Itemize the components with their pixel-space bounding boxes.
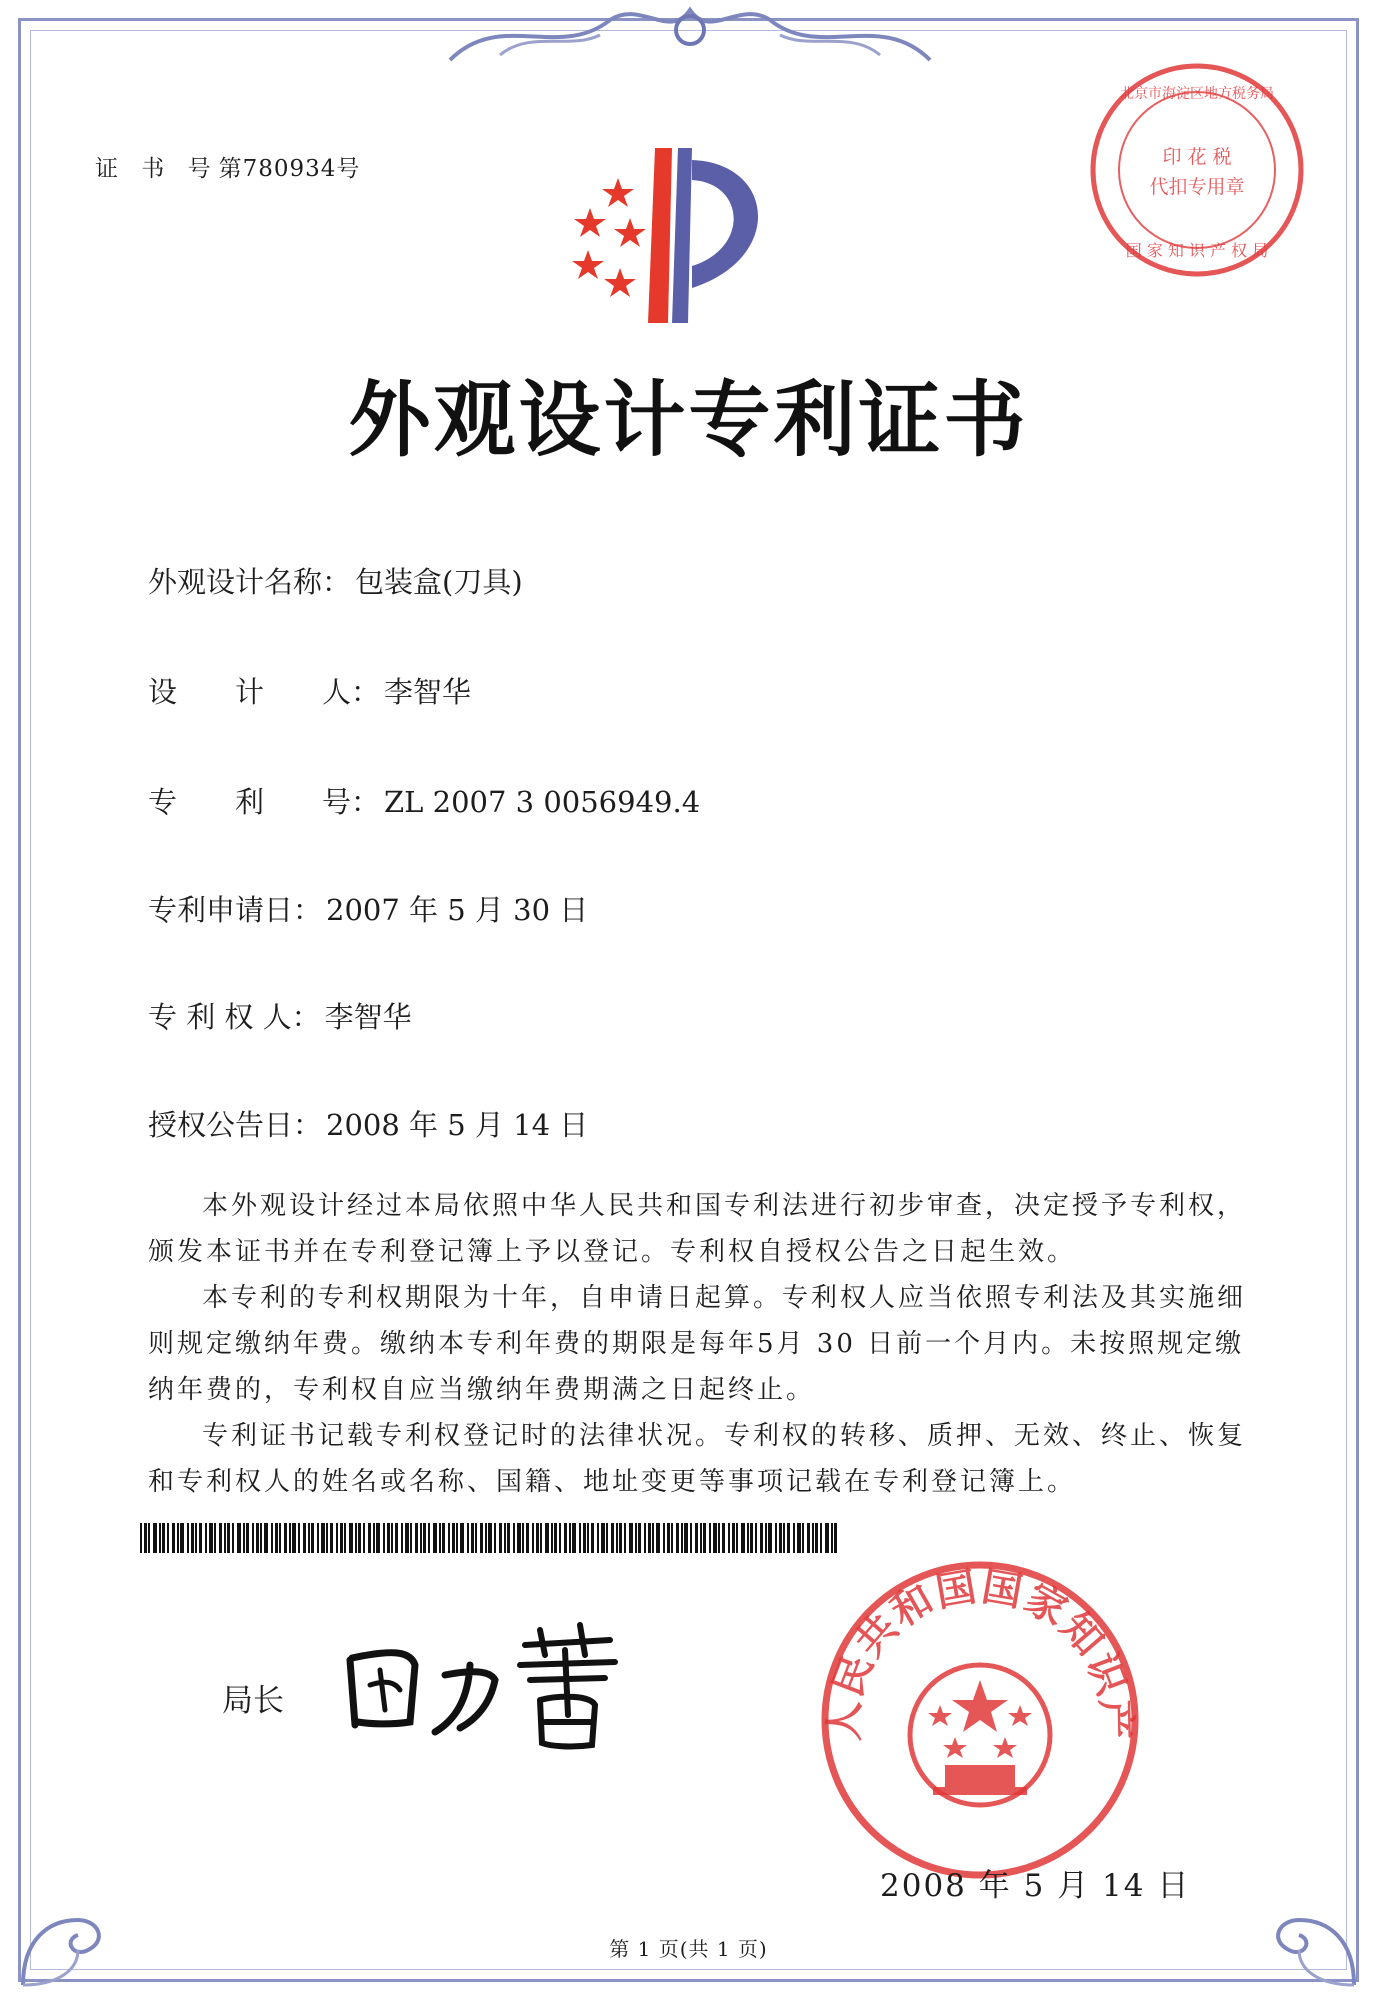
- barcode-bar: [629, 1523, 633, 1553]
- barcode-bar: [559, 1523, 561, 1553]
- barcode-bar: [667, 1523, 670, 1553]
- barcode-bar: [644, 1523, 646, 1553]
- barcode-bar: [271, 1523, 273, 1553]
- sipo-official-seal: [815, 1555, 1145, 1885]
- barcode-bar: [635, 1523, 637, 1553]
- barcode-bar: [243, 1523, 245, 1553]
- field-designer: [148, 670, 471, 711]
- barcode-bar: [681, 1523, 683, 1553]
- svg-text:印 花 税: 印 花 税: [1162, 146, 1232, 168]
- barcode-bar: [587, 1523, 589, 1553]
- body-paragraph-1: 本外观设计经过本局依照中华人民共和国专利法进行初步审查，决定授予专利权，颁发本证书并在专利登记簿上予以登记。专利权自授权公告之日起生效。: [148, 1191, 1247, 1267]
- barcode-bar: [279, 1523, 281, 1553]
- barcode-bar: [787, 1523, 790, 1553]
- barcode-bar: [750, 1523, 753, 1553]
- barcode-bar: [401, 1523, 403, 1553]
- barcode-bar: [690, 1523, 692, 1553]
- barcode-bar: [471, 1523, 474, 1553]
- barcode-bar: [601, 1523, 605, 1553]
- barcode-bar: [405, 1523, 409, 1553]
- barcode-bar: [504, 1523, 506, 1553]
- field-value: 2007 年 5 月 30 日: [326, 893, 589, 927]
- page-number: 第 1 页(共 1 页): [609, 1937, 768, 1961]
- barcode-bar: [765, 1523, 767, 1553]
- barcode-bar: [663, 1523, 665, 1553]
- barcode-bar: [741, 1523, 745, 1553]
- certificate-title: 外观设计专利证书: [348, 372, 1029, 468]
- barcode-bar: [485, 1523, 487, 1553]
- barcode-bar: [569, 1523, 571, 1553]
- seal-text: 人民共和国国家知识产: [820, 1562, 1140, 1742]
- barcode-bar: [638, 1523, 641, 1553]
- barcode-bar: [420, 1523, 422, 1553]
- certificate-number-value: 第780934号: [218, 156, 361, 182]
- barcode-bar: [545, 1523, 549, 1553]
- field-label: 外观设计名称：: [148, 565, 352, 599]
- barcode-bar: [517, 1523, 521, 1553]
- barcode-bar: [410, 1523, 412, 1553]
- barcode-bar: [317, 1523, 319, 1553]
- barcode-bar: [303, 1523, 306, 1553]
- barcode-bar: [292, 1523, 296, 1553]
- field-value: ZL 2007 3 0056949.4: [384, 785, 701, 819]
- field-patent-number: [148, 780, 700, 821]
- barcode-bar: [656, 1523, 660, 1553]
- barcode-bar: [456, 1523, 458, 1553]
- barcode-bar: [695, 1523, 698, 1553]
- barcode-bar: [191, 1523, 194, 1553]
- barcode-bar: [760, 1523, 763, 1553]
- tax-stamp-seal: [1085, 58, 1310, 283]
- barcode-bar: [275, 1523, 278, 1553]
- barcode-bar: [180, 1523, 184, 1553]
- barcode-bar: [579, 1523, 581, 1553]
- barcode-bar: [442, 1523, 445, 1553]
- barcode-bar: [227, 1523, 230, 1553]
- certificate-number-label: 证 书 号: [95, 156, 219, 182]
- barcode-bar: [264, 1523, 268, 1553]
- barcode-bar: [383, 1523, 385, 1553]
- barcode-bar: [522, 1523, 524, 1553]
- svg-text:北京市海淀区地方税务局: 北京市海淀区地方税务局: [1120, 86, 1274, 102]
- barcode-bar: [526, 1523, 529, 1553]
- barcode-bar: [153, 1523, 157, 1553]
- barcode-bar: [825, 1523, 829, 1553]
- barcode-bar: [616, 1523, 618, 1553]
- barcode-bar: [648, 1523, 651, 1553]
- barcode-bar: [671, 1523, 673, 1553]
- barcode-bar: [591, 1523, 594, 1553]
- barcode-bar: [209, 1523, 213, 1553]
- barcode-bar: [736, 1523, 738, 1553]
- barcode-bar: [387, 1523, 390, 1553]
- barcode-bar: [488, 1523, 492, 1553]
- barcode-bar: [783, 1523, 785, 1553]
- barcode-bar: [214, 1523, 216, 1553]
- barcode-bar: [779, 1523, 782, 1553]
- top-ornament: [440, 0, 940, 70]
- field-value: 2008 年 5 月 14 日: [326, 1108, 589, 1142]
- field-label: 专利申请日：: [148, 893, 323, 927]
- barcode-bar: [728, 1523, 730, 1553]
- barcode-bar: [162, 1523, 165, 1553]
- field-value: 李智华: [384, 675, 472, 709]
- barcode-bar: [219, 1523, 222, 1553]
- field-patentee: [148, 995, 412, 1036]
- barcode-bar: [797, 1523, 801, 1553]
- barcode-bar: [475, 1523, 477, 1553]
- svg-text:国 家 知 识 产 权 局: 国 家 知 识 产 权 局: [1125, 241, 1269, 260]
- barcode-bar: [308, 1523, 310, 1553]
- barcode-bar: [256, 1523, 259, 1553]
- barcode-bar: [344, 1523, 346, 1553]
- barcode-bar: [355, 1523, 357, 1553]
- barcode-bar: [713, 1523, 717, 1553]
- barcode-bar: [703, 1523, 706, 1553]
- barcode-bar: [572, 1523, 576, 1553]
- barcode-bar: [536, 1523, 539, 1553]
- barcode-bar: [507, 1523, 510, 1553]
- barcode-bar: [815, 1523, 818, 1553]
- barcode-bar: [532, 1523, 534, 1553]
- barcode-bar: [747, 1523, 749, 1553]
- barcode-bar: [373, 1523, 375, 1553]
- barcode-bar: [340, 1523, 343, 1553]
- barcode-bar: [619, 1523, 622, 1553]
- barcode-bar: [363, 1523, 365, 1553]
- sipo-logo: [560, 138, 800, 333]
- barcode-bar: [448, 1523, 450, 1553]
- barcode-bar: [252, 1523, 254, 1553]
- barcode-bar: [551, 1523, 553, 1553]
- barcode-bar: [326, 1523, 328, 1553]
- barcode-bar: [284, 1523, 287, 1553]
- barcode-bar: [395, 1523, 398, 1553]
- barcode-bar: [439, 1523, 441, 1553]
- field-label: 授权公告日：: [148, 1108, 323, 1142]
- barcode-bar: [349, 1523, 353, 1553]
- barcode-bar: [311, 1523, 314, 1553]
- issue-date: 2008 年 5 月 14 日: [880, 1868, 1191, 1904]
- body-paragraph-2: 本专利的专利权期限为十年，自申请日起算。专利权人应当依照专利法及其实施细则规定缴纳年费。缴纳本专利年费的期限是每年5月 30 日前一个月内。未按照规定缴纳年费的，专利权自应当缴纳年费期满之日起终止。: [148, 1283, 1247, 1405]
- barcode-bar: [260, 1523, 262, 1553]
- barcode-bar: [494, 1523, 496, 1553]
- field-label: 专 利 号：: [148, 785, 381, 819]
- svg-text:代扣专用章: 代扣专用章: [1149, 176, 1245, 198]
- certificate-body: [148, 1183, 1248, 1505]
- field-label: 专 利 权 人：: [148, 1000, 321, 1034]
- barcode-bar: [802, 1523, 804, 1553]
- chief-label: 局长: [222, 1683, 284, 1719]
- field-grant-date: [148, 1103, 588, 1144]
- barcode-bar: [700, 1523, 702, 1553]
- barcode-bar: [289, 1523, 291, 1553]
- barcode-bar: [732, 1523, 735, 1553]
- barcode-bar: [831, 1523, 833, 1553]
- barcode-bar: [834, 1523, 837, 1553]
- barcode-bar: [195, 1523, 197, 1553]
- barcode-bar: [376, 1523, 380, 1553]
- field-label: 设 计 人：: [148, 675, 381, 709]
- barcode-bar: [611, 1523, 614, 1553]
- barcode: [140, 1523, 840, 1553]
- barcode-bar: [709, 1523, 711, 1553]
- barcode-bar: [820, 1523, 822, 1553]
- barcode-bar: [564, 1523, 567, 1553]
- field-value: 包装盒(刀具): [355, 565, 523, 599]
- barcode-bar: [172, 1523, 175, 1553]
- barcode-bar: [583, 1523, 586, 1553]
- barcode-bar: [676, 1523, 679, 1553]
- barcode-bar: [177, 1523, 179, 1553]
- barcode-bar: [148, 1523, 150, 1553]
- director-signature: [330, 1610, 630, 1760]
- barcode-bar: [768, 1523, 772, 1553]
- barcode-bar: [554, 1523, 557, 1553]
- barcode-bar: [423, 1523, 426, 1553]
- barcode-bar: [415, 1523, 418, 1553]
- barcode-bar: [684, 1523, 688, 1553]
- barcode-bar: [144, 1523, 147, 1553]
- barcode-bar: [452, 1523, 455, 1553]
- barcode-bar: [807, 1523, 810, 1553]
- barcode-bar: [140, 1523, 142, 1553]
- barcode-bar: [205, 1523, 207, 1553]
- barcode-bar: [298, 1523, 300, 1553]
- barcode-bar: [187, 1523, 189, 1553]
- barcode-bar: [812, 1523, 814, 1553]
- barcode-bar: [232, 1523, 234, 1553]
- barcode-bar: [321, 1523, 325, 1553]
- barcode-bar: [167, 1523, 169, 1553]
- barcode-bar: [368, 1523, 371, 1553]
- barcode-bar: [597, 1523, 599, 1553]
- barcode-bar: [433, 1523, 437, 1553]
- barcode-bar: [793, 1523, 795, 1553]
- certificate-number: [95, 150, 360, 183]
- barcode-bar: [775, 1523, 777, 1553]
- barcode-bar: [237, 1523, 241, 1553]
- barcode-bar: [199, 1523, 202, 1553]
- barcode-bar: [460, 1523, 464, 1553]
- barcode-bar: [499, 1523, 502, 1553]
- barcode-bar: [722, 1523, 725, 1553]
- barcode-bar: [159, 1523, 161, 1553]
- barcode-bar: [652, 1523, 654, 1553]
- barcode-bar: [480, 1523, 483, 1553]
- barcode-bar: [246, 1523, 249, 1553]
- barcode-bar: [467, 1523, 469, 1553]
- barcode-bar: [336, 1523, 338, 1553]
- barcode-bar: [391, 1523, 393, 1553]
- field-value: 李智华: [324, 1000, 412, 1034]
- body-paragraph-3: 专利证书记载专利权登记时的法律状况。专利权的转移、质押、无效、终止、恢复和专利权人的姓名或名称、国籍、地址变更等事项记载在专利登记簿上。: [148, 1421, 1247, 1497]
- barcode-bar: [624, 1523, 626, 1553]
- barcode-bar: [755, 1523, 757, 1553]
- barcode-bar: [358, 1523, 361, 1553]
- field-design-name: [148, 560, 523, 601]
- field-application-date: [148, 888, 588, 929]
- barcode-bar: [330, 1523, 333, 1553]
- barcode-bar: [428, 1523, 430, 1553]
- barcode-bar: [606, 1523, 608, 1553]
- barcode-bar: [224, 1523, 226, 1553]
- barcode-bar: [718, 1523, 720, 1553]
- barcode-bar: [540, 1523, 542, 1553]
- barcode-bar: [513, 1523, 515, 1553]
